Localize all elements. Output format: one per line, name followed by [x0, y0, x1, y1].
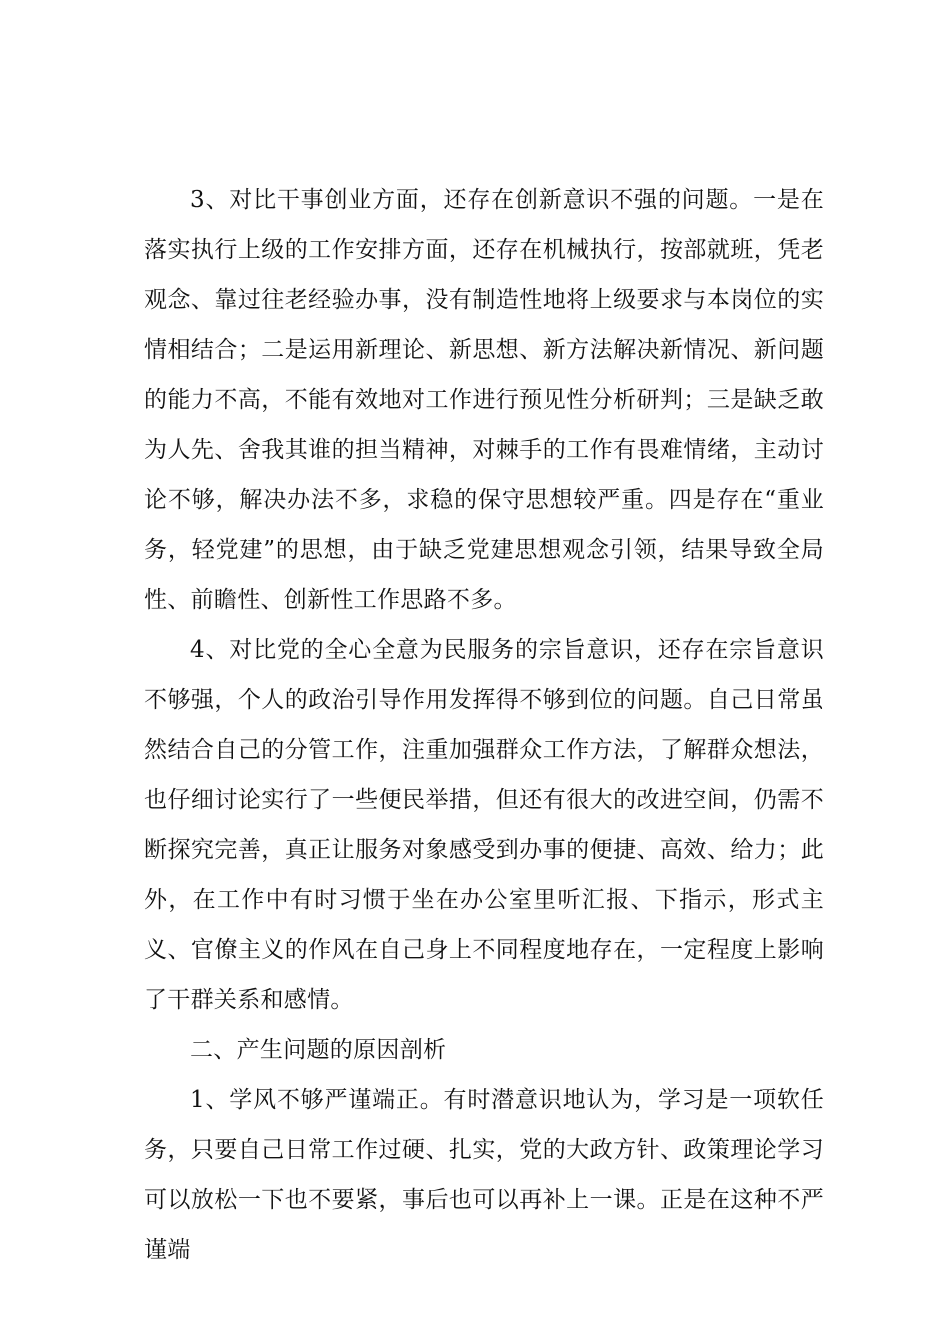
document-body — [144, 175, 824, 1275]
paragraph-item-4: 4、对比党的全心全意为民服务的宗旨意识，还存在宗旨意识不够强，个人的政治引导作用发挥得不够到位的问题。自己日常虽然结合自己的分管工作，注重加强群众工作方法，了解群众想法，也仔细讨论实行了一些便民举措，但还有很大的改进空间，仍需不断探究完善，真正让服务对象感受到办事的便捷、高效、给力；此外，在工作中有时习惯于坐在办公室里听汇报、下指示，形式主义、官僚主义的作风在自己身上不同程度地存在，一定程度上影响了干群关系和感情。 — [144, 637, 824, 1013]
section-heading: 二、产生问题的原因剖析 — [190, 1037, 447, 1063]
paragraph-item-1: 1、学风不够严谨端正。有时潜意识地认为，学习是一项软任务，只要自己日常工作过硬、扎实，党的大政方针、政策理论学习可以放松一下也不要紧，事后也可以再补上一课。正是在这种不严谨端 — [144, 1087, 824, 1263]
paragraph-item-3: 3、对比干事创业方面，还存在创新意识不强的问题。一是在落实执行上级的工作安排方面，还存在机械执行，按部就班，凭老观念、靠过往老经验办事，没有制造性地将上级要求与本岗位的实情相结合；二是运用新理论、新思想、新方法解决新情况、新问题的能力不高，不能有效地对工作进行预见性分析研判；三是缺乏敢为人先、舍我其谁的担当精神，对棘手的工作有畏难情绪，主动讨论不够，解决办法不多，求稳的保守思想较严重。四是存在“重业务，轻党建”的思想，由于缺乏党建思想观念引领，结果导致全局性、前瞻性、创新性工作思路不多。 — [144, 187, 824, 613]
